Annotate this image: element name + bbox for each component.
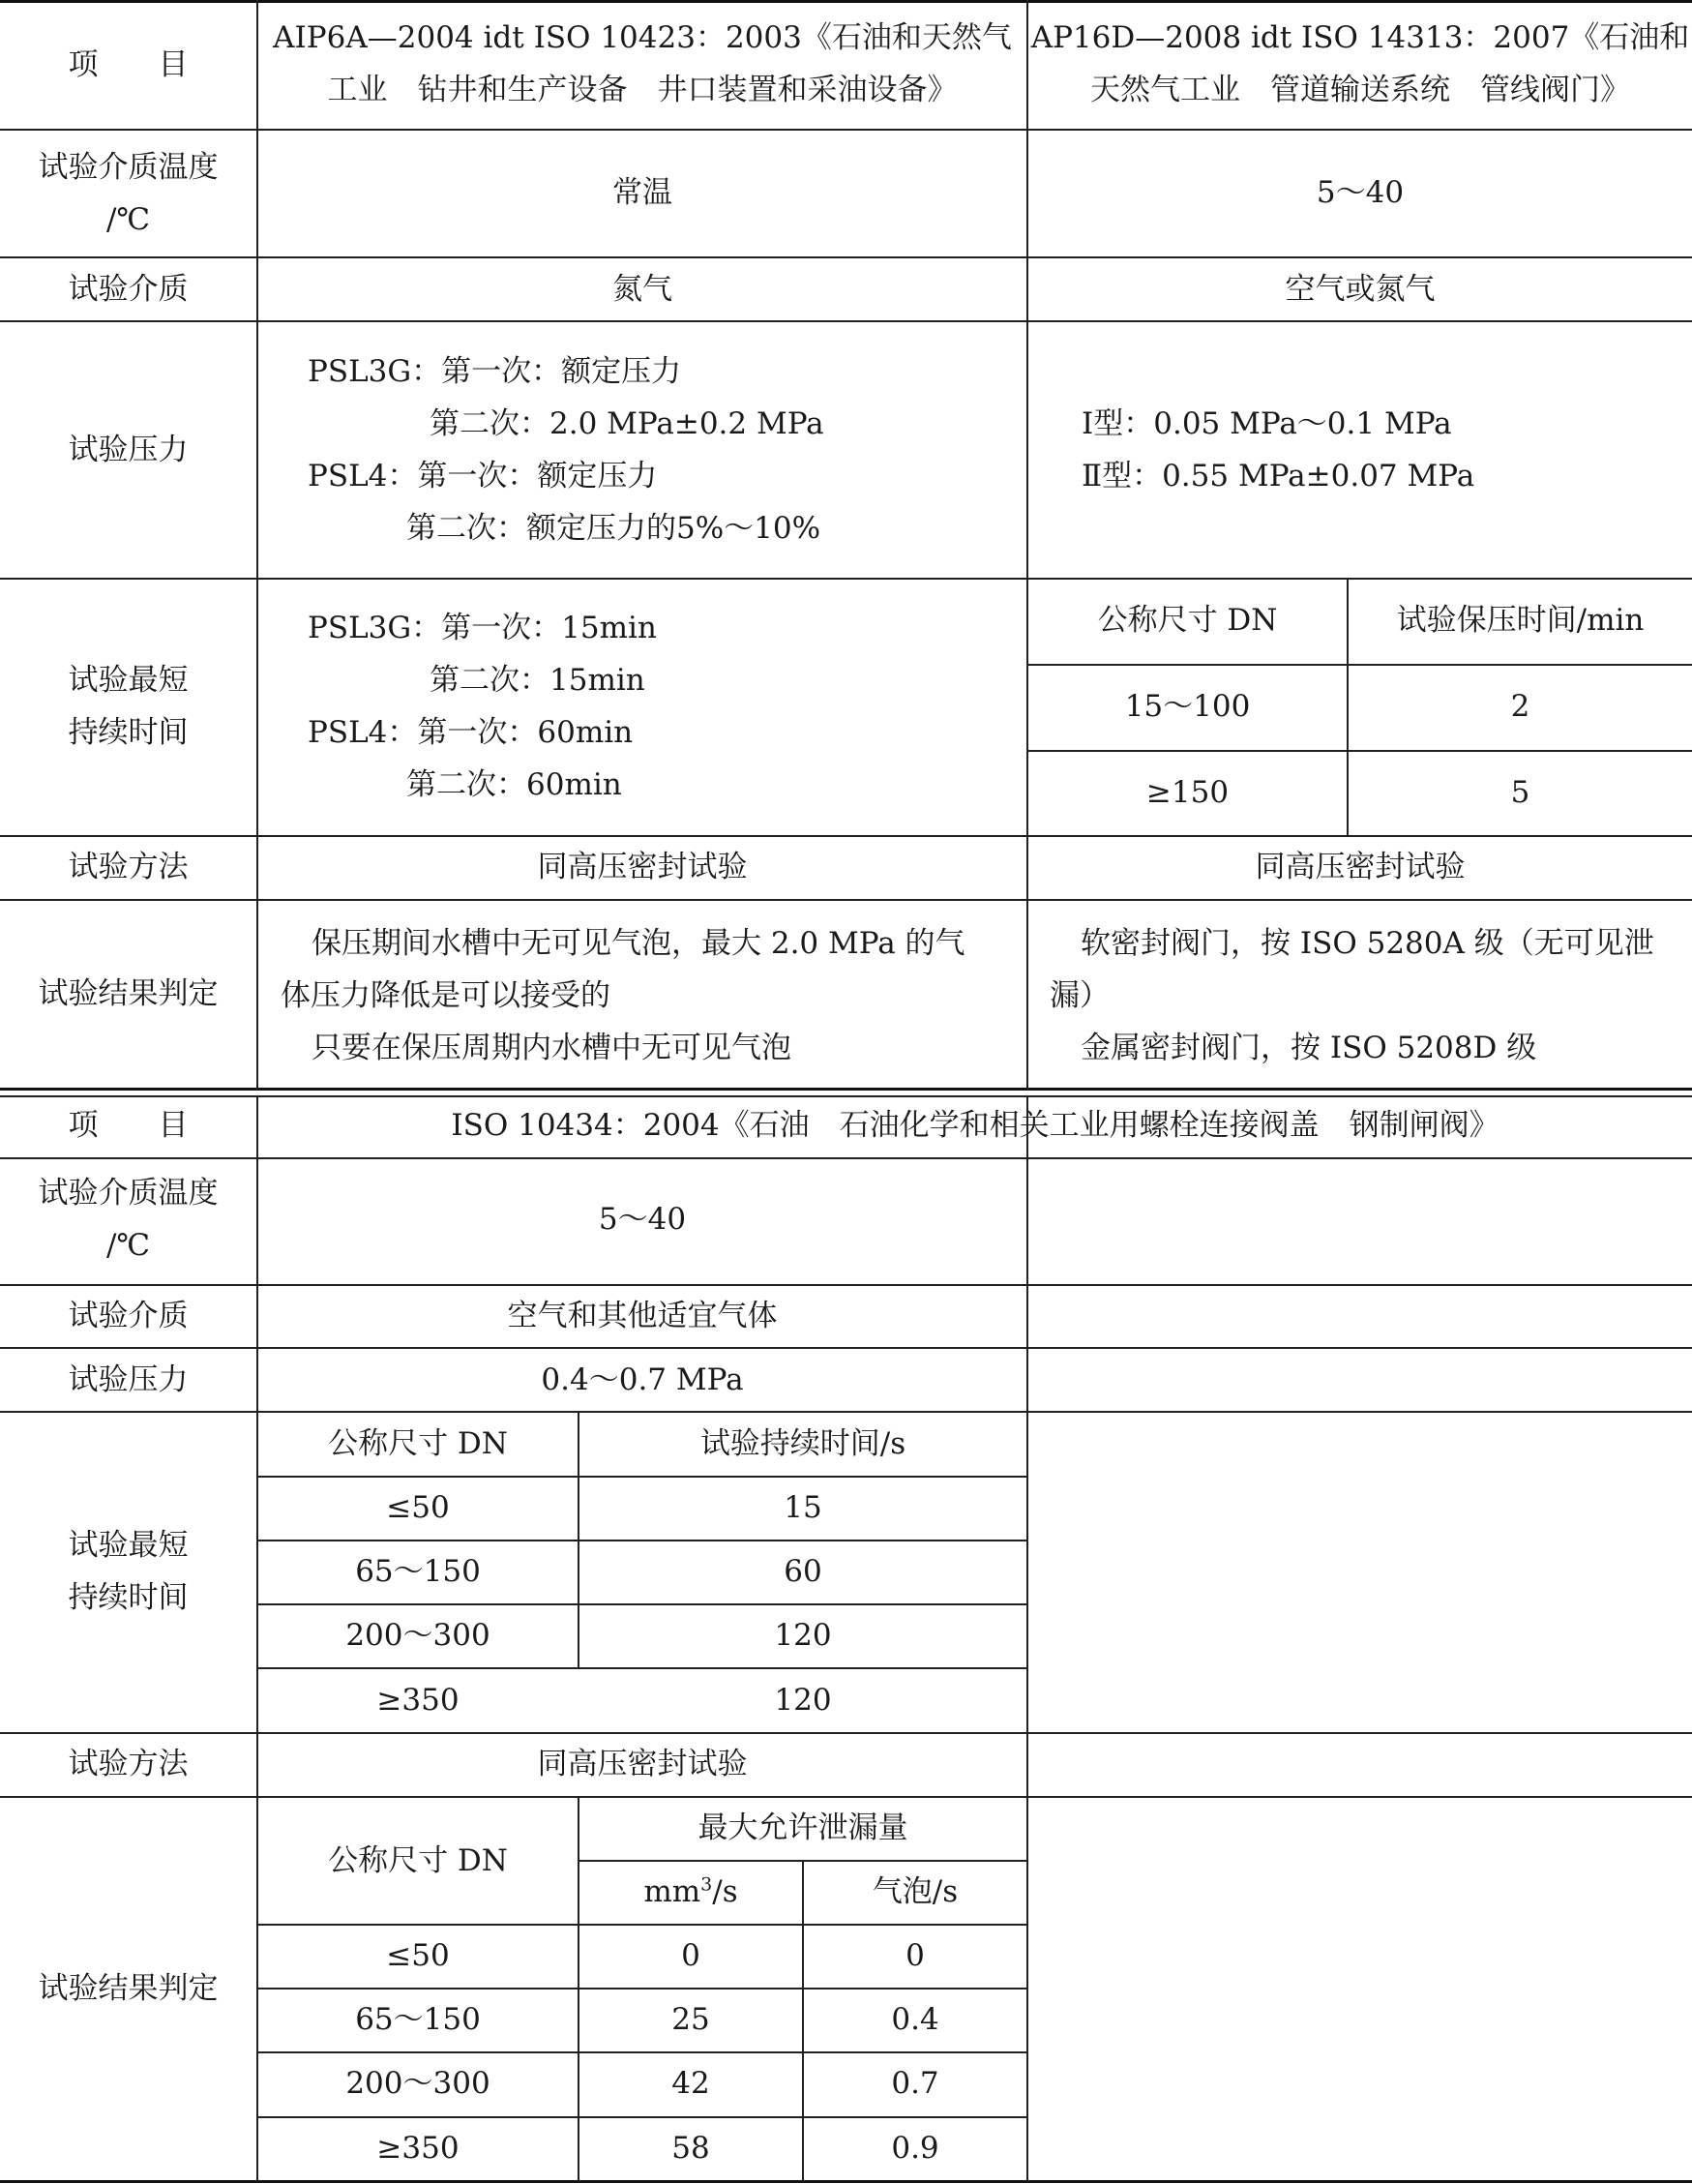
- pressure-col2-line2: Ⅱ型：0.55 MPa±0.07 MPa: [1082, 459, 1475, 494]
- header-item: 项 目: [68, 1108, 189, 1143]
- duration-cell: 200～300: [345, 1618, 490, 1653]
- medium-col1: 氮气: [612, 272, 672, 307]
- result-col2-line3: 金属密封阀门，按 ISO 5208D 级: [1081, 1031, 1537, 1065]
- row-label-temp-line2: /℃: [105, 1228, 151, 1263]
- result-header-leak: 最大允许泄漏量: [698, 1810, 908, 1845]
- result-cell: 25: [671, 2002, 710, 2037]
- result-unit-mm3: $mm^3/s$: [643, 1873, 738, 1909]
- pressure-col1-line3: PSL4：第一次：额定压力: [308, 459, 658, 494]
- duration-cell: 120: [774, 1618, 832, 1653]
- medium-col1: 空气和其他适宜气体: [507, 1299, 778, 1333]
- result-col1-line1: 保压期间水槽中无可见气泡，最大 2.0 MPa 的气: [312, 926, 965, 961]
- duration-sub-cell: 5: [1510, 775, 1530, 810]
- duration-cell: ≤50: [386, 1490, 450, 1525]
- row-label-temp-line1: 试验介质温度: [38, 150, 219, 185]
- result-cell: 42: [671, 2066, 710, 2101]
- duration-sub-header-time: 试验保压时间/min: [1396, 603, 1645, 638]
- duration-header-dn: 公称尺寸 DN: [328, 1426, 508, 1461]
- result-cell: 65～150: [355, 2002, 481, 2037]
- duration-sub-cell: 15～100: [1124, 689, 1251, 724]
- result-col1-line2: 体压力降低是可以接受的: [281, 978, 610, 1013]
- result-col1-line3: 只要在保压周期内水槽中无可见气泡: [312, 1031, 791, 1065]
- duration-sub-cell: 2: [1510, 689, 1530, 724]
- row-label-medium: 试验介质: [68, 272, 189, 307]
- temp-col2: 5～40: [1316, 175, 1405, 210]
- result-cell: 200～300: [345, 2066, 490, 2101]
- duration-cell: ≥350: [376, 1683, 460, 1718]
- duration-col1-line1: PSL3G：第一次：15min: [308, 611, 657, 645]
- header-item: 项 目: [68, 47, 189, 82]
- pressure-col2-line1: Ⅰ型：0.05 MPa～0.1 MPa: [1082, 406, 1452, 441]
- row-label-duration-line1: 试验最短: [68, 663, 189, 698]
- result-cell: 0.4: [891, 2002, 939, 2037]
- pressure-col1-line1: PSL3G：第一次：额定压力: [308, 354, 682, 389]
- result-col2-line1: 软密封阀门，按 ISO 5280A 级（无可见泄: [1081, 926, 1654, 961]
- result-cell: 58: [671, 2131, 710, 2166]
- row-label-result: 试验结果判定: [38, 976, 219, 1011]
- header-col1: ISO 10434：2004《石油 石油化学和相关工业用螺栓连接阀盖 钢制闸阀》: [451, 1108, 1499, 1143]
- method-col1: 同高压密封试验: [537, 1747, 748, 1781]
- result-cell: 0: [905, 1938, 925, 1973]
- row-label-pressure: 试验压力: [68, 1362, 189, 1397]
- pressure-col1-line2: 第二次：2.0 MPa±0.2 MPa: [430, 406, 824, 441]
- row-label-temp-line1: 试验介质温度: [38, 1176, 219, 1211]
- duration-cell: 120: [774, 1683, 832, 1718]
- pressure-col1: 0.4～0.7 MPa: [541, 1362, 744, 1397]
- row-label-duration-line2: 持续时间: [68, 1580, 189, 1615]
- row-label-result: 试验结果判定: [38, 1971, 219, 2006]
- temp-col1: 常温: [612, 175, 672, 210]
- duration-col1-line3: PSL4：第一次：60min: [308, 715, 634, 750]
- duration-col1-line4: 第二次：60min: [406, 767, 622, 802]
- duration-cell: 15: [784, 1490, 822, 1525]
- result-cell: 0.7: [891, 2066, 939, 2101]
- method-col2: 同高压密封试验: [1255, 850, 1466, 884]
- temp-col1: 5～40: [598, 1202, 687, 1237]
- result-cell: 0: [681, 1938, 700, 1973]
- header-col2-line1: AP16D—2008 idt ISO 14313：2007《石油和: [1030, 20, 1690, 55]
- pressure-col1-line4: 第二次：额定压力的5%～10%: [406, 511, 821, 546]
- header-col1-line1: AIP6A—2004 idt ISO 10423：2003《石油和天然气: [273, 20, 1012, 55]
- row-label-duration-line1: 试验最短: [68, 1528, 189, 1563]
- result-header-dn: 公称尺寸 DN: [328, 1843, 508, 1878]
- row-label-temp-line2: /℃: [105, 202, 151, 237]
- duration-col1-line2: 第二次：15min: [430, 663, 645, 698]
- header-col2-line2: 天然气工业 管道输送系统 管线阀门》: [1090, 73, 1630, 107]
- method-col1: 同高压密封试验: [537, 850, 748, 884]
- row-label-method: 试验方法: [68, 1747, 189, 1781]
- result-cell: 0.9: [891, 2131, 939, 2166]
- duration-sub-cell: ≥150: [1145, 775, 1230, 810]
- result-col2-line2: 漏）: [1050, 978, 1110, 1013]
- row-label-method: 试验方法: [68, 850, 189, 884]
- duration-cell: 60: [784, 1554, 822, 1589]
- duration-cell: 65～150: [355, 1554, 481, 1589]
- result-cell: ≤50: [386, 1938, 450, 1973]
- row-label-medium: 试验介质: [68, 1299, 189, 1333]
- row-label-duration-line2: 持续时间: [68, 715, 189, 750]
- duration-sub-header-dn: 公称尺寸 DN: [1097, 603, 1278, 638]
- medium-col2: 空气或氮气: [1285, 272, 1436, 307]
- row-label-pressure: 试验压力: [68, 433, 189, 467]
- result-unit-bubble: 气泡/s: [872, 1874, 959, 1909]
- header-col1-line2: 工业 钻井和生产设备 井口装置和采油设备》: [327, 73, 958, 107]
- duration-header-time: 试验持续时间/s: [699, 1426, 906, 1461]
- result-cell: ≥350: [376, 2131, 460, 2166]
